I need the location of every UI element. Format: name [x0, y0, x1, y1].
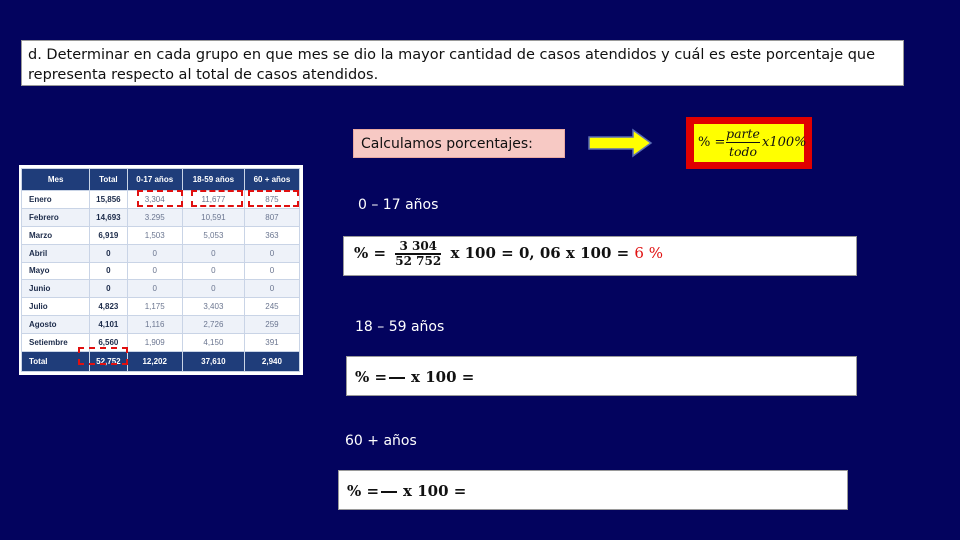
highlight-0-17 — [137, 190, 183, 207]
eq-lhs: % = — [355, 368, 388, 386]
table-header: 60 + años — [244, 169, 299, 191]
table-header: 18-59 años — [182, 169, 244, 191]
formula-tail: x100% — [762, 135, 807, 150]
value-cell: 3,304 — [127, 191, 182, 209]
highlight-60-plus — [248, 190, 299, 207]
highlight-18-59 — [191, 190, 243, 207]
equation-box-60-plus — [338, 470, 848, 510]
eq-lhs: % = — [354, 243, 387, 262]
month-cell: Setiembre — [22, 334, 90, 352]
value-cell: 11,677 — [182, 191, 244, 209]
group-label-60-plus: 60 + años — [345, 433, 417, 449]
value-cell: 259 — [244, 316, 299, 334]
value-cell: 3,403 — [182, 298, 244, 316]
value-cell: 0 — [90, 244, 127, 262]
month-cell: Agosto — [22, 316, 90, 334]
value-cell: 2,726 — [182, 316, 244, 334]
total-label-cell: Total — [22, 351, 90, 371]
value-cell: 1,909 — [127, 334, 182, 352]
total-row — [22, 351, 300, 371]
value-cell: 0 — [127, 244, 182, 262]
value-cell: 0 — [127, 280, 182, 298]
value-cell: 6,560 — [90, 334, 127, 352]
table-row — [22, 334, 300, 352]
eq-rest: x 100 = — [411, 368, 475, 386]
cases-table — [19, 165, 303, 375]
eq-rest: x 100 = — [403, 482, 467, 500]
value-cell: 10,591 — [182, 208, 244, 226]
value-cell: 4,823 — [90, 298, 127, 316]
total-value-cell: 2,940 — [244, 351, 299, 371]
month-cell: Abril — [22, 244, 90, 262]
value-cell: 245 — [244, 298, 299, 316]
total-value-cell: 37,610 — [182, 351, 244, 371]
formula-lhs: % = — [698, 135, 726, 150]
value-cell: 0 — [90, 262, 127, 280]
table-row — [22, 262, 300, 280]
value-cell: 4,150 — [182, 334, 244, 352]
value-cell: 0 — [244, 280, 299, 298]
total-value-cell: 12,202 — [127, 351, 182, 371]
value-cell: 0 — [182, 280, 244, 298]
equation-box-18-59 — [346, 356, 857, 396]
value-cell: 15,856 — [90, 191, 127, 209]
value-cell: 875 — [244, 191, 299, 209]
table-header: 0-17 años — [127, 169, 182, 191]
eq-numerator: 3 304 — [399, 239, 438, 253]
formula-numerator: parte — [726, 126, 760, 141]
eq-lhs: % = — [347, 482, 380, 500]
value-cell: 3.295 — [127, 208, 182, 226]
value-cell: 0 — [182, 262, 244, 280]
eq-rest: x 100 = 0, 06 x 100 = — [450, 243, 630, 262]
highlight-total — [78, 347, 128, 365]
value-cell: 6,919 — [90, 226, 127, 244]
value-cell: 0 — [90, 280, 127, 298]
table-row — [22, 208, 300, 226]
total-value-cell: 52,752 — [90, 351, 127, 371]
value-cell: 391 — [244, 334, 299, 352]
equation-box-0-17 — [343, 236, 857, 276]
value-cell: 14,693 — [90, 208, 127, 226]
month-cell: Junio — [22, 280, 90, 298]
value-cell: 0 — [244, 262, 299, 280]
value-cell: 0 — [244, 244, 299, 262]
month-cell: Mayo — [22, 262, 90, 280]
calc-label: Calculamos porcentajes: — [353, 129, 565, 158]
table-row — [22, 280, 300, 298]
value-cell: 1,503 — [127, 226, 182, 244]
value-cell: 363 — [244, 226, 299, 244]
group-label-18-59: 18 – 59 años — [355, 319, 445, 335]
question-text: d. Determinar en cada grupo en que mes se dio la mayor cantidad de casos atendidos y cuál es este porcentaje que representa respecto al total de casos atendidos. — [21, 40, 904, 86]
group-label-0-17: 0 – 17 años — [358, 197, 439, 213]
value-cell: 0 — [182, 244, 244, 262]
value-cell: 0 — [127, 262, 182, 280]
value-cell: 4,101 — [90, 316, 127, 334]
table-row — [22, 298, 300, 316]
table-row — [22, 316, 300, 334]
percentage-formula — [686, 117, 812, 169]
month-cell: Julio — [22, 298, 90, 316]
month-cell: Marzo — [22, 226, 90, 244]
month-cell: Febrero — [22, 208, 90, 226]
eq-result: 6 % — [634, 243, 663, 262]
value-cell: 5,053 — [182, 226, 244, 244]
table-header: Mes — [22, 169, 90, 191]
table-row — [22, 244, 300, 262]
eq-denominator: 52 752 — [395, 253, 442, 268]
month-cell: Enero — [22, 191, 90, 209]
formula-denominator: todo — [728, 144, 758, 159]
value-cell: 1,116 — [127, 316, 182, 334]
value-cell: 1,175 — [127, 298, 182, 316]
table-row — [22, 226, 300, 244]
value-cell: 807 — [244, 208, 299, 226]
right-arrow-icon — [587, 128, 653, 158]
table-header: Total — [90, 169, 127, 191]
